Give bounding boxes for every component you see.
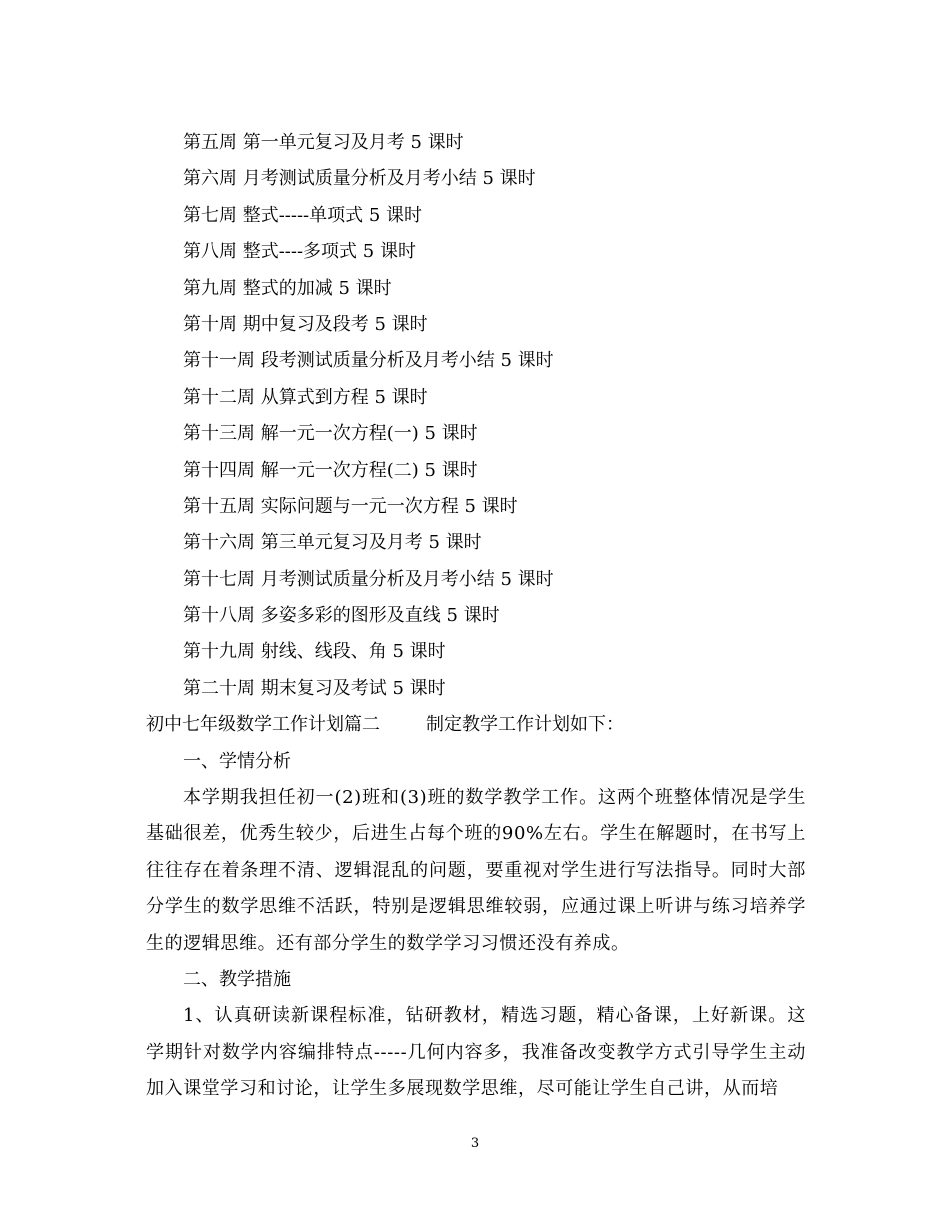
schedule-item: 第七周 整式-----单项式 5 课时 [183, 204, 423, 226]
plan-title: 初中七年级数学工作计划篇二 [146, 714, 380, 736]
schedule-item: 第十周 期中复习及段考 5 课时 [183, 313, 428, 335]
section-heading-situation: 一、学情分析 [183, 750, 291, 772]
schedule-item: 第十五周 实际问题与一元一次方程 5 课时 [183, 495, 518, 517]
schedule-item: 第十三周 解一元一次方程(一) 5 课时 [183, 423, 478, 445]
page-content [146, 125, 806, 1108]
schedule-item: 第六周 月考测试质量分析及月考小结 5 课时 [183, 168, 536, 190]
schedule-item: 第九周 整式的加减 5 课时 [183, 277, 392, 299]
plan-title-line [146, 707, 806, 743]
schedule-item: 第十七周 月考测试质量分析及月考小结 5 课时 [183, 568, 554, 590]
section-body-measures: 1、认真研读新课程标准，钻研教材，精选习题，精心备课，上好新课。这学期针对数学内容编排特点-----几何内容多，我准备改变教学方式引导学生主动加入课堂学习和讨论，让学生多展现数学思维，尽可能让学生自己讲，从而培 [146, 1005, 806, 1100]
schedule-item: 第十一周 段考测试质量分析及月考小结 5 课时 [183, 350, 554, 372]
schedule-item: 第十八周 多姿多彩的图形及直线 5 课时 [183, 605, 500, 627]
schedule-item: 第十四周 解一元一次方程(二) 5 课时 [183, 459, 478, 481]
schedule-item: 第十二周 从算式到方程 5 课时 [183, 386, 428, 408]
section-body-situation: 本学期我担任初一(2)班和(3)班的数学教学工作。这两个班整体情况是学生基础很差，优秀生较少，后进生占每个班的90%左右。学生在解题时，在书写上往往存在着条理不清、逻辑混乱的问题，要重视对学生进行写法指导。同时大部分学生的数学思维不活跃，特别是逻辑思维较弱，应通过课上听讲与练习培养学生的逻辑思维。还有部分学生的数学学习习惯还没有养成。 [146, 787, 806, 954]
schedule-item: 第十六周 第三单元复习及月考 5 课时 [183, 532, 482, 554]
schedule-item: 第八周 整式----多项式 5 课时 [183, 241, 416, 263]
section-heading-measures: 二、教学措施 [183, 969, 291, 991]
schedule-item: 第十九周 射线、线段、角 5 课时 [183, 641, 446, 663]
schedule-item: 第五周 第一单元复习及月考 5 课时 [183, 132, 464, 153]
page-number: 3 [470, 1136, 480, 1151]
schedule-item: 第二十周 期末复习及考试 5 课时 [183, 677, 446, 699]
plan-intro: 制定教学工作计划如下： [426, 714, 624, 736]
